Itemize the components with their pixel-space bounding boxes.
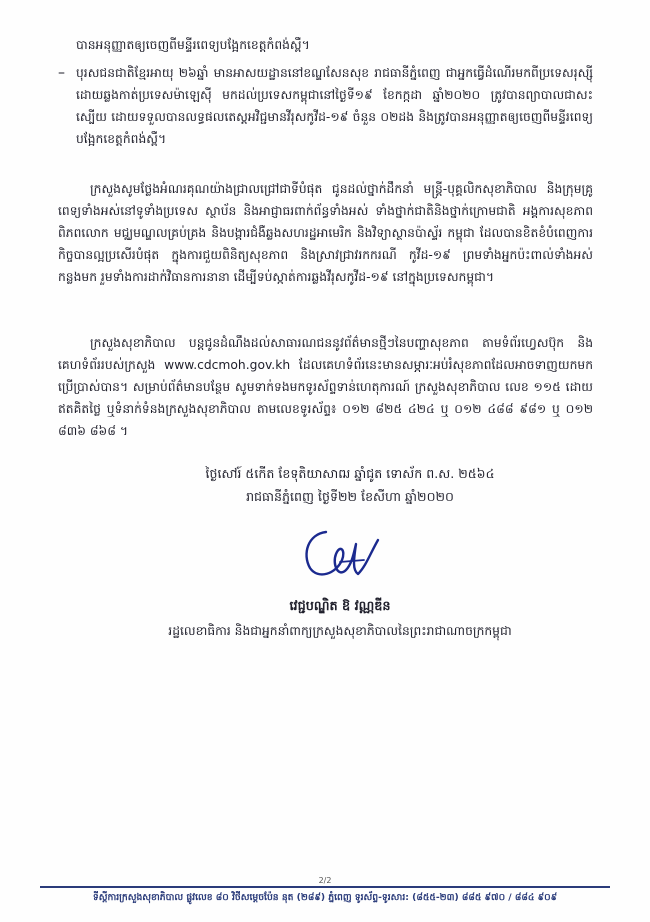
paragraph-contact: ក្រសួងសុខាភិបាល បន្តជូនដំណឹងដល់សាធារណជននូវព័ត៌មានថ្មីៗនៃបញ្ហាសុខភាព តាមទំព័រហ្វេសប៊ុក និងគេហទំព័ររបស់ក្រសួង www.cdcmoh.gov.kh ដែលគេហទំព័រនេះមានសម្ភារៈអប់រំសុខភាពដែលអាចទាញយកមកប្រើប្រាស់បាន។ សម្រាប់ព័ត៌មានបន្ថែម សូមទាក់ទងមកទូរស័ព្ទទាន់ហេតុការណ៍ ក្រសួងសុខាភិបាល លេខ ១១៥ ដោយឥតគិតថ្លៃ ឬទំនាក់ទំនងក្រសួងសុខាភិបាល តាមលេខទូរស័ព្ទ៖ ០១២ ៨២៥ ៤២៤ ឬ ០១២ ៤៨៨ ៩៨១ ឬ ០១២ ៨៣៦ ៨៦៨ ។ [58,336,593,438]
signature-image [296,524,388,586]
paragraph-bullet: បុរសជនជាតិខ្មែរអាយុ ២៦ឆ្នាំ មានអាសយដ្ឋាននៅខណ្ឌសែនសុខ រាជធានីភ្នំពេញ ជាអ្នកធ្វើដំណើរមកពីប្រទេសរុស្ស៊ី ដោយឆ្លងកាត់ប្រទេសម៉ាឡេស៊ី មកដល់ប្រទេសកម្ពុជានៅថ្ងៃទី១៩ ខែកក្កដា ឆ្នាំ២០២០ ត្រូវបានព្យាបាលជាសះស្បើយ ដោយទទួលបានលទ្ធផលតេស្តអវិជ្ជមានវីរុសកូវីដ-១៩ ចំនួន ០២ដង និងត្រូវបានអនុញ្ញាតឲ្យចេញពីមន្ទីរពេទ្យបង្អែកខេត្តកំពង់ស្ពឺ។ [76,66,593,146]
bullet-dash: – [58,65,65,81]
page-number: 2/2 [318,876,332,885]
date-lunar: ថ្ងៃសៅរ៍ ៥កើត ខែទុតិយាសាឍ ឆ្នាំជូត ទោស័ក ព.ស. ២៥៦៤ [205,466,495,481]
paragraph-intro: បានអនុញ្ញាតឲ្យចេញពីមន្ទីរពេទ្យបង្អែកខេត្តកំពង់ស្ពឺ។ [76,38,310,53]
paragraph-thanks: ក្រសួងសូមថ្លែងអំណរគុណយ៉ាងជ្រាលជ្រៅជាទីបំផុត ជូនដល់ថ្នាក់ដឹកនាំ មន្ត្រី-បុគ្គលិកសុខាភិបាល និងក្រុមគ្រូពេទ្យទាំងអស់នៅទូទាំងប្រទេស ស្ថាប័ន និងអាជ្ញាធរពាក់ព័ន្ធទាំងអស់ ទាំងថ្នាក់ជាតិនិងថ្នាក់ក្រោមជាតិ អង្គការសុខភាពពិភពលោក មជ្ឈមណ្ឌលគ្រប់គ្រង និងបង្ការជំងឺឆ្លងសហរដ្ឋអាមេរិក និងវិទ្យាស្ថានប៉ាស្ទ័រ កម្ពុជា ដែលបានខិតខំបំពេញការកិច្ចបានល្អប្រសើរបំផុត ក្នុងការជួយពិនិត្យសុខភាព និងស្រាវជ្រាវរកករណី កូវីដ-១៩ ព្រមទាំងអ្នកប៉ះពាល់ទាំងអស់កន្លងមក រួមទាំងការដាក់វិធានការនានា ដើម្បីទប់ស្កាត់ការឆ្លងវីរុសកូវីដ-១៩ នៅក្នុងប្រទេសកម្ពុជា។ [58,182,593,284]
signer-name: វេជ្ជបណ្ឌិត ឱ វណ្ណឌីន [289,599,391,614]
signer-title: រដ្ឋលេខាធិការ និងជាអ្នកនាំពាក្យក្រសួងសុខាភិបាលនៃព្រះរាជាណាចក្រកម្ពុជា [168,624,512,638]
date-solar: រាជធានីភ្នំពេញ ថ្ងៃទី២២ ខែសីហា ឆ្នាំ២០២០ [246,489,454,504]
footer-address: ទីស្តីការក្រសួងសុខាភិបាល ផ្លូវលេខ ៨០ វិថីសម្តេចប៉ែន នុត (២៨៩) ភ្នំពេញ ទូរស័ព្ទ-ទូរសារ: (៨៥៥-២៣) ៨៨៥ ៩៧០ / ៨៨៤ ៩០៩ [92,892,558,903]
footer-divider [40,886,610,888]
